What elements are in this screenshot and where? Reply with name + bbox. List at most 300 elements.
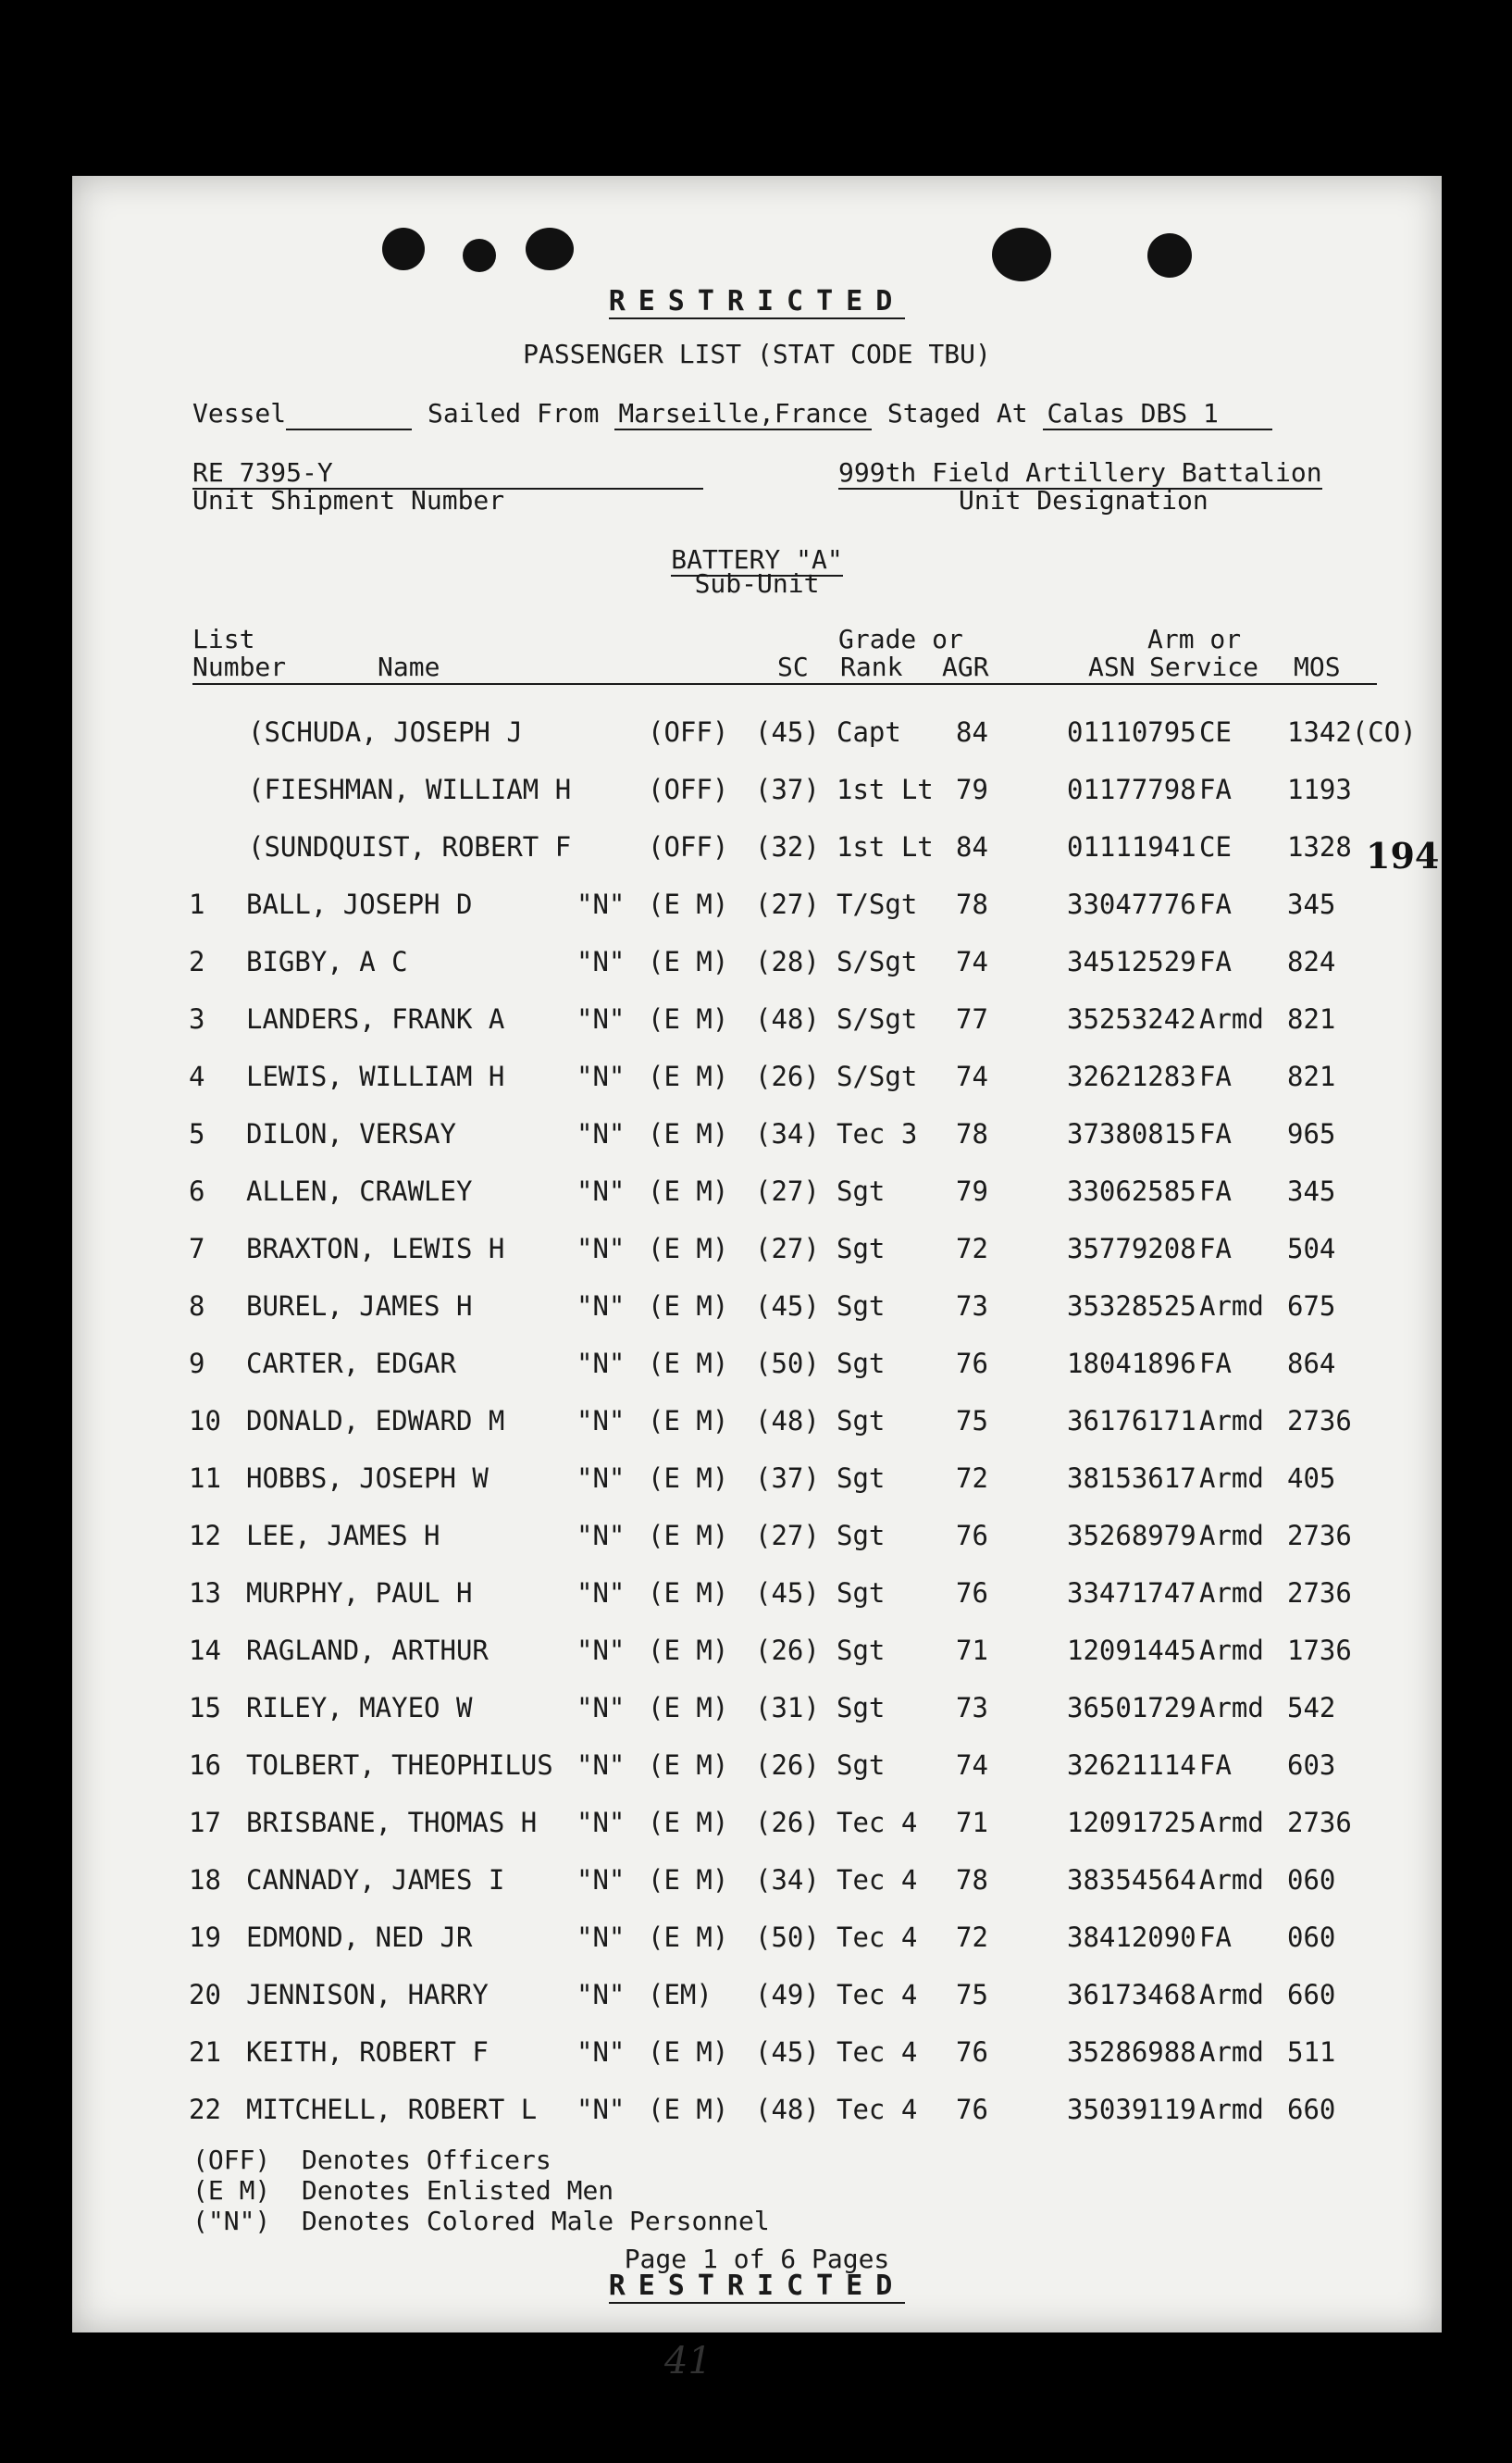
sc-cell: (27) <box>755 1520 820 1551</box>
mos-cell: 1736 <box>1287 1635 1352 1666</box>
list-number: 10 <box>189 1405 221 1437</box>
agr-cell: 73 <box>956 1692 988 1723</box>
grade-cell: Sgt <box>837 1290 886 1322</box>
asn-cell: 33047776 <box>1067 889 1196 920</box>
agr-cell: 79 <box>956 1176 988 1207</box>
asn-cell: 34512529 <box>1067 946 1196 977</box>
agr-cell: 72 <box>956 1922 988 1953</box>
note-cell: "N" <box>576 1462 626 1494</box>
grade-cell: Sgt <box>837 1348 886 1379</box>
code-cell: (E M) <box>648 1635 729 1666</box>
arm-cell: FA <box>1199 1061 1232 1092</box>
sub-unit-label: Sub-Unit <box>694 568 820 599</box>
officer-code: (OFF) <box>648 774 729 805</box>
sc-cell: (26) <box>755 1061 820 1092</box>
mos-cell: 2736 <box>1287 1807 1352 1838</box>
asn-cell: 38153617 <box>1067 1462 1196 1494</box>
table-row <box>72 946 1442 989</box>
officer-name: (FIESHMAN, WILLIAM H <box>248 774 572 805</box>
col-rank: Rank <box>840 652 903 682</box>
asn-cell: 12091725 <box>1067 1807 1196 1838</box>
agr-cell: 78 <box>956 889 988 920</box>
col-sc: SC <box>777 652 809 682</box>
code-cell: (E M) <box>648 1118 729 1150</box>
soldier-name: BALL, JOSEPH D <box>246 889 473 920</box>
code-cell: (E M) <box>648 1462 729 1494</box>
sc-cell: (48) <box>755 1405 820 1437</box>
note-cell: "N" <box>576 1176 626 1207</box>
note-cell: "N" <box>576 1233 626 1264</box>
sc-cell: (27) <box>755 1233 820 1264</box>
soldier-name: LEWIS, WILLIAM H <box>246 1061 505 1092</box>
punch-hole <box>1147 233 1192 278</box>
note-cell: "N" <box>576 2094 626 2125</box>
arm-cell: Armd <box>1199 1577 1264 1609</box>
officer-code: (OFF) <box>648 716 729 748</box>
list-number: 6 <box>189 1176 205 1207</box>
arm-cell: Armd <box>1199 1290 1264 1322</box>
list-number: 14 <box>189 1635 221 1666</box>
agr-cell: 76 <box>956 2094 988 2125</box>
list-number: 2 <box>189 946 205 977</box>
col-agr: AGR <box>942 652 989 682</box>
mos-cell: 405 <box>1287 1462 1336 1494</box>
grade-cell: Tec 4 <box>837 1864 918 1896</box>
asn-cell: 36501729 <box>1067 1692 1196 1723</box>
soldier-name: DONALD, EDWARD M <box>246 1405 505 1437</box>
sc-cell: (31) <box>755 1692 820 1723</box>
soldier-name: RILEY, MAYEO W <box>246 1692 473 1723</box>
arm-cell: CE <box>1199 831 1232 863</box>
code-cell: (E M) <box>648 1061 729 1092</box>
soldier-name: KEITH, ROBERT F <box>246 2036 489 2068</box>
list-number: 20 <box>189 1979 221 2010</box>
agr-cell: 73 <box>956 1290 988 1322</box>
code-cell: (E M) <box>648 2036 729 2068</box>
unit-shipment-number: RE 7395-Y <box>192 457 703 490</box>
asn-cell: 33062585 <box>1067 1176 1196 1207</box>
legend-item: (E M) Denotes Enlisted Men <box>192 2175 614 2206</box>
mos-cell: 824 <box>1287 946 1336 977</box>
col-number: Number <box>192 652 287 682</box>
asn-cell: 01177798 <box>1067 774 1196 805</box>
list-number: 21 <box>189 2036 221 2068</box>
sc-cell: (49) <box>755 1979 820 2010</box>
asn-cell: 35328525 <box>1067 1290 1196 1322</box>
table-row <box>72 2094 1442 2136</box>
table-row <box>72 889 1442 931</box>
soldier-name: BUREL, JAMES H <box>246 1290 473 1322</box>
note-cell: "N" <box>576 1290 626 1322</box>
note-cell: "N" <box>576 1979 626 2010</box>
arm-cell: FA <box>1199 1749 1232 1781</box>
table-row <box>72 1807 1442 1849</box>
table-row <box>72 1176 1442 1218</box>
sc-cell: (48) <box>755 2094 820 2125</box>
table-row <box>72 1462 1442 1505</box>
soldier-name: BRISBANE, THOMAS H <box>246 1807 538 1838</box>
punch-hole <box>382 228 425 270</box>
code-cell: (E M) <box>648 946 729 977</box>
grade-cell: Sgt <box>837 1520 886 1551</box>
sc-cell: (45) <box>755 1290 820 1322</box>
grade-cell: Sgt <box>837 1405 886 1437</box>
arm-cell: Armd <box>1199 1520 1264 1551</box>
agr-cell: 75 <box>956 1405 988 1437</box>
code-cell: (E M) <box>648 1290 729 1322</box>
asn-cell: 01111941 <box>1067 831 1196 863</box>
list-number: 16 <box>189 1749 221 1781</box>
code-cell: (E M) <box>648 2094 729 2125</box>
list-number: 17 <box>189 1807 221 1838</box>
list-number: 13 <box>189 1577 221 1609</box>
sc-cell: (50) <box>755 1922 820 1953</box>
arm-cell: Armd <box>1199 2094 1264 2125</box>
sc-cell: (37) <box>755 774 820 805</box>
list-number: 5 <box>189 1118 205 1150</box>
soldier-name: CANNADY, JAMES I <box>246 1864 505 1896</box>
agr-cell: 79 <box>956 774 988 805</box>
agr-cell: 78 <box>956 1118 988 1150</box>
mos-cell: 603 <box>1287 1749 1336 1781</box>
sc-cell: (27) <box>755 889 820 920</box>
sc-cell: (26) <box>755 1807 820 1838</box>
mos-cell: 345 <box>1287 1176 1336 1207</box>
legend-item: (OFF) Denotes Officers <box>192 2145 552 2175</box>
agr-cell: 74 <box>956 946 988 977</box>
col-service: Service <box>1149 652 1259 682</box>
sc-cell: (45) <box>755 1577 820 1609</box>
code-cell: (E M) <box>648 1176 729 1207</box>
asn-cell: 38354564 <box>1067 1864 1196 1896</box>
mos-cell: 821 <box>1287 1061 1336 1092</box>
document-title: PASSENGER LIST (STAT CODE TBU) <box>523 339 991 369</box>
grade-cell: S/Sgt <box>837 1003 918 1035</box>
arm-cell: FA <box>1199 1922 1232 1953</box>
table-row <box>72 1749 1442 1792</box>
mos-cell: 660 <box>1287 1979 1336 2010</box>
grade-cell: Tec 4 <box>837 2094 918 2125</box>
soldier-name: LANDERS, FRANK A <box>246 1003 505 1035</box>
soldier-name: CARTER, EDGAR <box>246 1348 456 1379</box>
soldier-name: LEE, JAMES H <box>246 1520 440 1551</box>
asn-cell: 37380815 <box>1067 1118 1196 1150</box>
table-row <box>72 1118 1442 1161</box>
stamp-number: 194 <box>1366 835 1440 877</box>
list-number: 11 <box>189 1462 221 1494</box>
grade-cell: Sgt <box>837 1577 886 1609</box>
soldier-name: HOBBS, JOSEPH W <box>246 1462 489 1494</box>
grade-cell: Tec 4 <box>837 1922 918 1953</box>
col-grade: Grade or <box>838 624 963 654</box>
list-number: 12 <box>189 1520 221 1551</box>
table-row <box>72 1290 1442 1333</box>
code-cell: (E M) <box>648 1003 729 1035</box>
sc-cell: (28) <box>755 946 820 977</box>
soldier-name: BIGBY, A C <box>246 946 408 977</box>
col-asn: ASN <box>1088 652 1135 682</box>
grade-cell: Sgt <box>837 1233 886 1264</box>
arm-cell: Armd <box>1199 1405 1264 1437</box>
arm-cell: CE <box>1199 716 1232 748</box>
col-arm: Arm or <box>1147 624 1242 654</box>
mos-cell: 511 <box>1287 2036 1336 2068</box>
code-cell: (E M) <box>648 1348 729 1379</box>
note-cell: "N" <box>576 2036 626 2068</box>
note-cell: "N" <box>576 1864 626 1896</box>
agr-cell: 76 <box>956 1348 988 1379</box>
soldier-name: RAGLAND, ARTHUR <box>246 1635 489 1666</box>
list-number: 1 <box>189 889 205 920</box>
agr-cell: 84 <box>956 831 988 863</box>
mos-cell: 060 <box>1287 1922 1336 1953</box>
note-cell: "N" <box>576 1692 626 1723</box>
code-cell: (E M) <box>648 1807 729 1838</box>
arm-cell: FA <box>1199 1348 1232 1379</box>
officer-code: (OFF) <box>648 831 729 863</box>
sc-cell: (34) <box>755 1118 820 1150</box>
soldier-name: MITCHELL, ROBERT L <box>246 2094 538 2125</box>
arm-cell: Armd <box>1199 1807 1264 1838</box>
table-row <box>72 716 1442 759</box>
arm-cell: Armd <box>1199 2036 1264 2068</box>
agr-cell: 71 <box>956 1635 988 1666</box>
grade-cell: Sgt <box>837 1692 886 1723</box>
arm-cell: Armd <box>1199 1692 1264 1723</box>
legend <box>192 2145 770 2236</box>
agr-cell: 78 <box>956 1864 988 1896</box>
officer-name: (SCHUDA, JOSEPH J <box>248 716 523 748</box>
asn-cell: 35253242 <box>1067 1003 1196 1035</box>
agr-cell: 75 <box>956 1979 988 2010</box>
vessel-label: Vessel <box>192 398 287 429</box>
sc-cell: (45) <box>755 2036 820 2068</box>
note-cell: "N" <box>576 1118 626 1150</box>
code-cell: (E M) <box>648 889 729 920</box>
soldier-name: EDMOND, NED JR <box>246 1922 473 1953</box>
code-cell: (E M) <box>648 1922 729 1953</box>
code-cell: (E M) <box>648 1692 729 1723</box>
table-row <box>72 1864 1442 1907</box>
soldier-name: BRAXTON, LEWIS H <box>246 1233 505 1264</box>
soldier-name: DILON, VERSAY <box>246 1118 456 1150</box>
mos-cell: 542 <box>1287 1692 1336 1723</box>
grade-cell: S/Sgt <box>837 1061 918 1092</box>
arm-cell: Armd <box>1199 1003 1264 1035</box>
note-cell: "N" <box>576 889 626 920</box>
mos-cell: 2736 <box>1287 1520 1352 1551</box>
punch-hole <box>526 228 574 270</box>
table-row <box>72 1635 1442 1677</box>
sc-cell: (26) <box>755 1635 820 1666</box>
soldier-name: JENNISON, HARRY <box>246 1979 489 2010</box>
legend-item: ("N") Denotes Colored Male Personnel <box>192 2206 770 2236</box>
asn-cell: 18041896 <box>1067 1348 1196 1379</box>
agr-cell: 74 <box>956 1061 988 1092</box>
table-row <box>72 1405 1442 1448</box>
asn-cell: 35779208 <box>1067 1233 1196 1264</box>
soldier-name: MURPHY, PAUL H <box>246 1577 473 1609</box>
grade-cell: Capt <box>837 716 901 748</box>
table-row <box>72 831 1442 874</box>
code-cell: (E M) <box>648 1577 729 1609</box>
sc-cell: (37) <box>755 1462 820 1494</box>
grade-cell: Sgt <box>837 1635 886 1666</box>
mos-cell: 675 <box>1287 1290 1336 1322</box>
unit-shipment-label: Unit Shipment Number <box>192 485 505 516</box>
arm-cell: FA <box>1199 1233 1232 1264</box>
asn-cell: 32621114 <box>1067 1749 1196 1781</box>
list-number: 18 <box>189 1864 221 1896</box>
arm-cell: FA <box>1199 946 1232 977</box>
sc-cell: (27) <box>755 1176 820 1207</box>
agr-cell: 84 <box>956 716 988 748</box>
table-row <box>72 1922 1442 1964</box>
note-cell: "N" <box>576 1577 626 1609</box>
agr-cell: 77 <box>956 1003 988 1035</box>
officer-name: (SUNDQUIST, ROBERT F <box>248 831 572 863</box>
arm-cell: Armd <box>1199 1864 1264 1896</box>
list-number: 8 <box>189 1290 205 1322</box>
grade-cell: T/Sgt <box>837 889 918 920</box>
grade-cell: Sgt <box>837 1462 886 1494</box>
agr-cell: 72 <box>956 1233 988 1264</box>
arm-cell: FA <box>1199 1118 1232 1150</box>
mos-cell: 504 <box>1287 1233 1336 1264</box>
mos-cell: 1193 <box>1287 774 1352 805</box>
staged-at-value: Calas DBS 1 <box>1043 398 1272 430</box>
classification-bottom: RESTRICTED <box>608 2270 906 2302</box>
asn-cell: 38412090 <box>1067 1922 1196 1953</box>
soldier-name: TOLBERT, THEOPHILUS <box>246 1749 553 1781</box>
note-cell: "N" <box>576 1922 626 1953</box>
agr-cell: 76 <box>956 2036 988 2068</box>
punch-hole <box>992 228 1051 281</box>
arm-cell: Armd <box>1199 1635 1264 1666</box>
asn-cell: 36173468 <box>1067 1979 1196 2010</box>
list-number: 9 <box>189 1348 205 1379</box>
asn-cell: 33471747 <box>1067 1577 1196 1609</box>
table-row <box>72 1520 1442 1562</box>
code-cell: (E M) <box>648 1520 729 1551</box>
list-number: 7 <box>189 1233 205 1264</box>
asn-cell: 35286988 <box>1067 2036 1196 2068</box>
agr-cell: 76 <box>956 1577 988 1609</box>
grade-cell: Sgt <box>837 1176 886 1207</box>
mos-cell: 660 <box>1287 2094 1336 2125</box>
list-number: 15 <box>189 1692 221 1723</box>
code-cell: (E M) <box>648 1749 729 1781</box>
mos-cell: 965 <box>1287 1118 1336 1150</box>
page-number: Page 1 of 6 Pages <box>624 2244 890 2274</box>
mos-cell: 345 <box>1287 889 1336 920</box>
note-cell: "N" <box>576 1520 626 1551</box>
list-number: 19 <box>189 1922 221 1953</box>
grade-cell: Tec 4 <box>837 1807 918 1838</box>
column-header-row <box>192 652 1377 685</box>
table-row <box>72 1061 1442 1103</box>
list-number: 22 <box>189 2094 221 2125</box>
table-row <box>72 1003 1442 1046</box>
arm-cell: Armd <box>1199 1462 1264 1494</box>
grade-cell: 1st Lt <box>837 774 934 805</box>
staged-at-label: Staged At <box>886 398 1028 429</box>
list-number: 3 <box>189 1003 205 1035</box>
grade-cell: Tec 3 <box>837 1118 918 1150</box>
agr-cell: 74 <box>956 1749 988 1781</box>
col-name: Name <box>378 652 440 682</box>
grade-cell: S/Sgt <box>837 946 918 977</box>
sc-cell: (48) <box>755 1003 820 1035</box>
sailed-from-value: Marseille,France <box>614 398 872 430</box>
arm-cell: FA <box>1199 889 1232 920</box>
code-cell: (E M) <box>648 1405 729 1437</box>
agr-cell: 76 <box>956 1520 988 1551</box>
classification-top: RESTRICTED <box>608 285 906 317</box>
note-cell: "N" <box>576 1749 626 1781</box>
agr-cell: 71 <box>956 1807 988 1838</box>
grade-cell: 1st Lt <box>837 831 934 863</box>
mos-cell: 864 <box>1287 1348 1336 1379</box>
note-cell: "N" <box>576 1061 626 1092</box>
document-page <box>72 176 1442 2332</box>
asn-cell: 36176171 <box>1067 1405 1196 1437</box>
mos-cell: 060 <box>1287 1864 1336 1896</box>
note-cell: "N" <box>576 1003 626 1035</box>
sc-cell: (34) <box>755 1864 820 1896</box>
table-row <box>72 1692 1442 1735</box>
arm-cell: FA <box>1199 1176 1232 1207</box>
list-number: 4 <box>189 1061 205 1092</box>
code-cell: (EM) <box>648 1979 713 2010</box>
table-row <box>72 1577 1442 1620</box>
asn-cell: 32621283 <box>1067 1061 1196 1092</box>
agr-cell: 72 <box>956 1462 988 1494</box>
col-mos: MOS <box>1294 652 1341 682</box>
code-cell: (E M) <box>648 1864 729 1896</box>
sailed-from-label: Sailed From <box>428 398 600 429</box>
mos-cell: 1328 <box>1287 831 1352 863</box>
table-row <box>72 1979 1442 2021</box>
sub-unit: BATTERY "A" <box>671 544 843 575</box>
mos-cell: 2736 <box>1287 1405 1352 1437</box>
punch-hole <box>463 239 496 272</box>
note-cell: "N" <box>576 1405 626 1437</box>
grade-cell: Sgt <box>837 1749 886 1781</box>
sc-cell: (26) <box>755 1749 820 1781</box>
table-row <box>72 774 1442 816</box>
asn-cell: 12091445 <box>1067 1635 1196 1666</box>
handwritten-number: 41 <box>664 2340 712 2382</box>
arm-cell: Armd <box>1199 1979 1264 2010</box>
asn-cell: 35268979 <box>1067 1520 1196 1551</box>
arm-cell: FA <box>1199 774 1232 805</box>
grade-cell: Tec 4 <box>837 1979 918 2010</box>
note-cell: "N" <box>576 1807 626 1838</box>
note-cell: "N" <box>576 1635 626 1666</box>
note-cell: "N" <box>576 1348 626 1379</box>
col-list: List <box>192 624 255 654</box>
asn-cell: 01110795 <box>1067 716 1196 748</box>
mos-cell: 1342(CO) <box>1287 716 1417 748</box>
grade-cell: Tec 4 <box>837 2036 918 2068</box>
unit-designation: 999th Field Artillery Battalion <box>838 457 1322 488</box>
soldier-name: ALLEN, CRAWLEY <box>246 1176 473 1207</box>
unit-designation-label: Unit Designation <box>959 485 1208 516</box>
mos-cell: 821 <box>1287 1003 1336 1035</box>
table-row <box>72 1233 1442 1275</box>
sc-cell: (32) <box>755 831 820 863</box>
